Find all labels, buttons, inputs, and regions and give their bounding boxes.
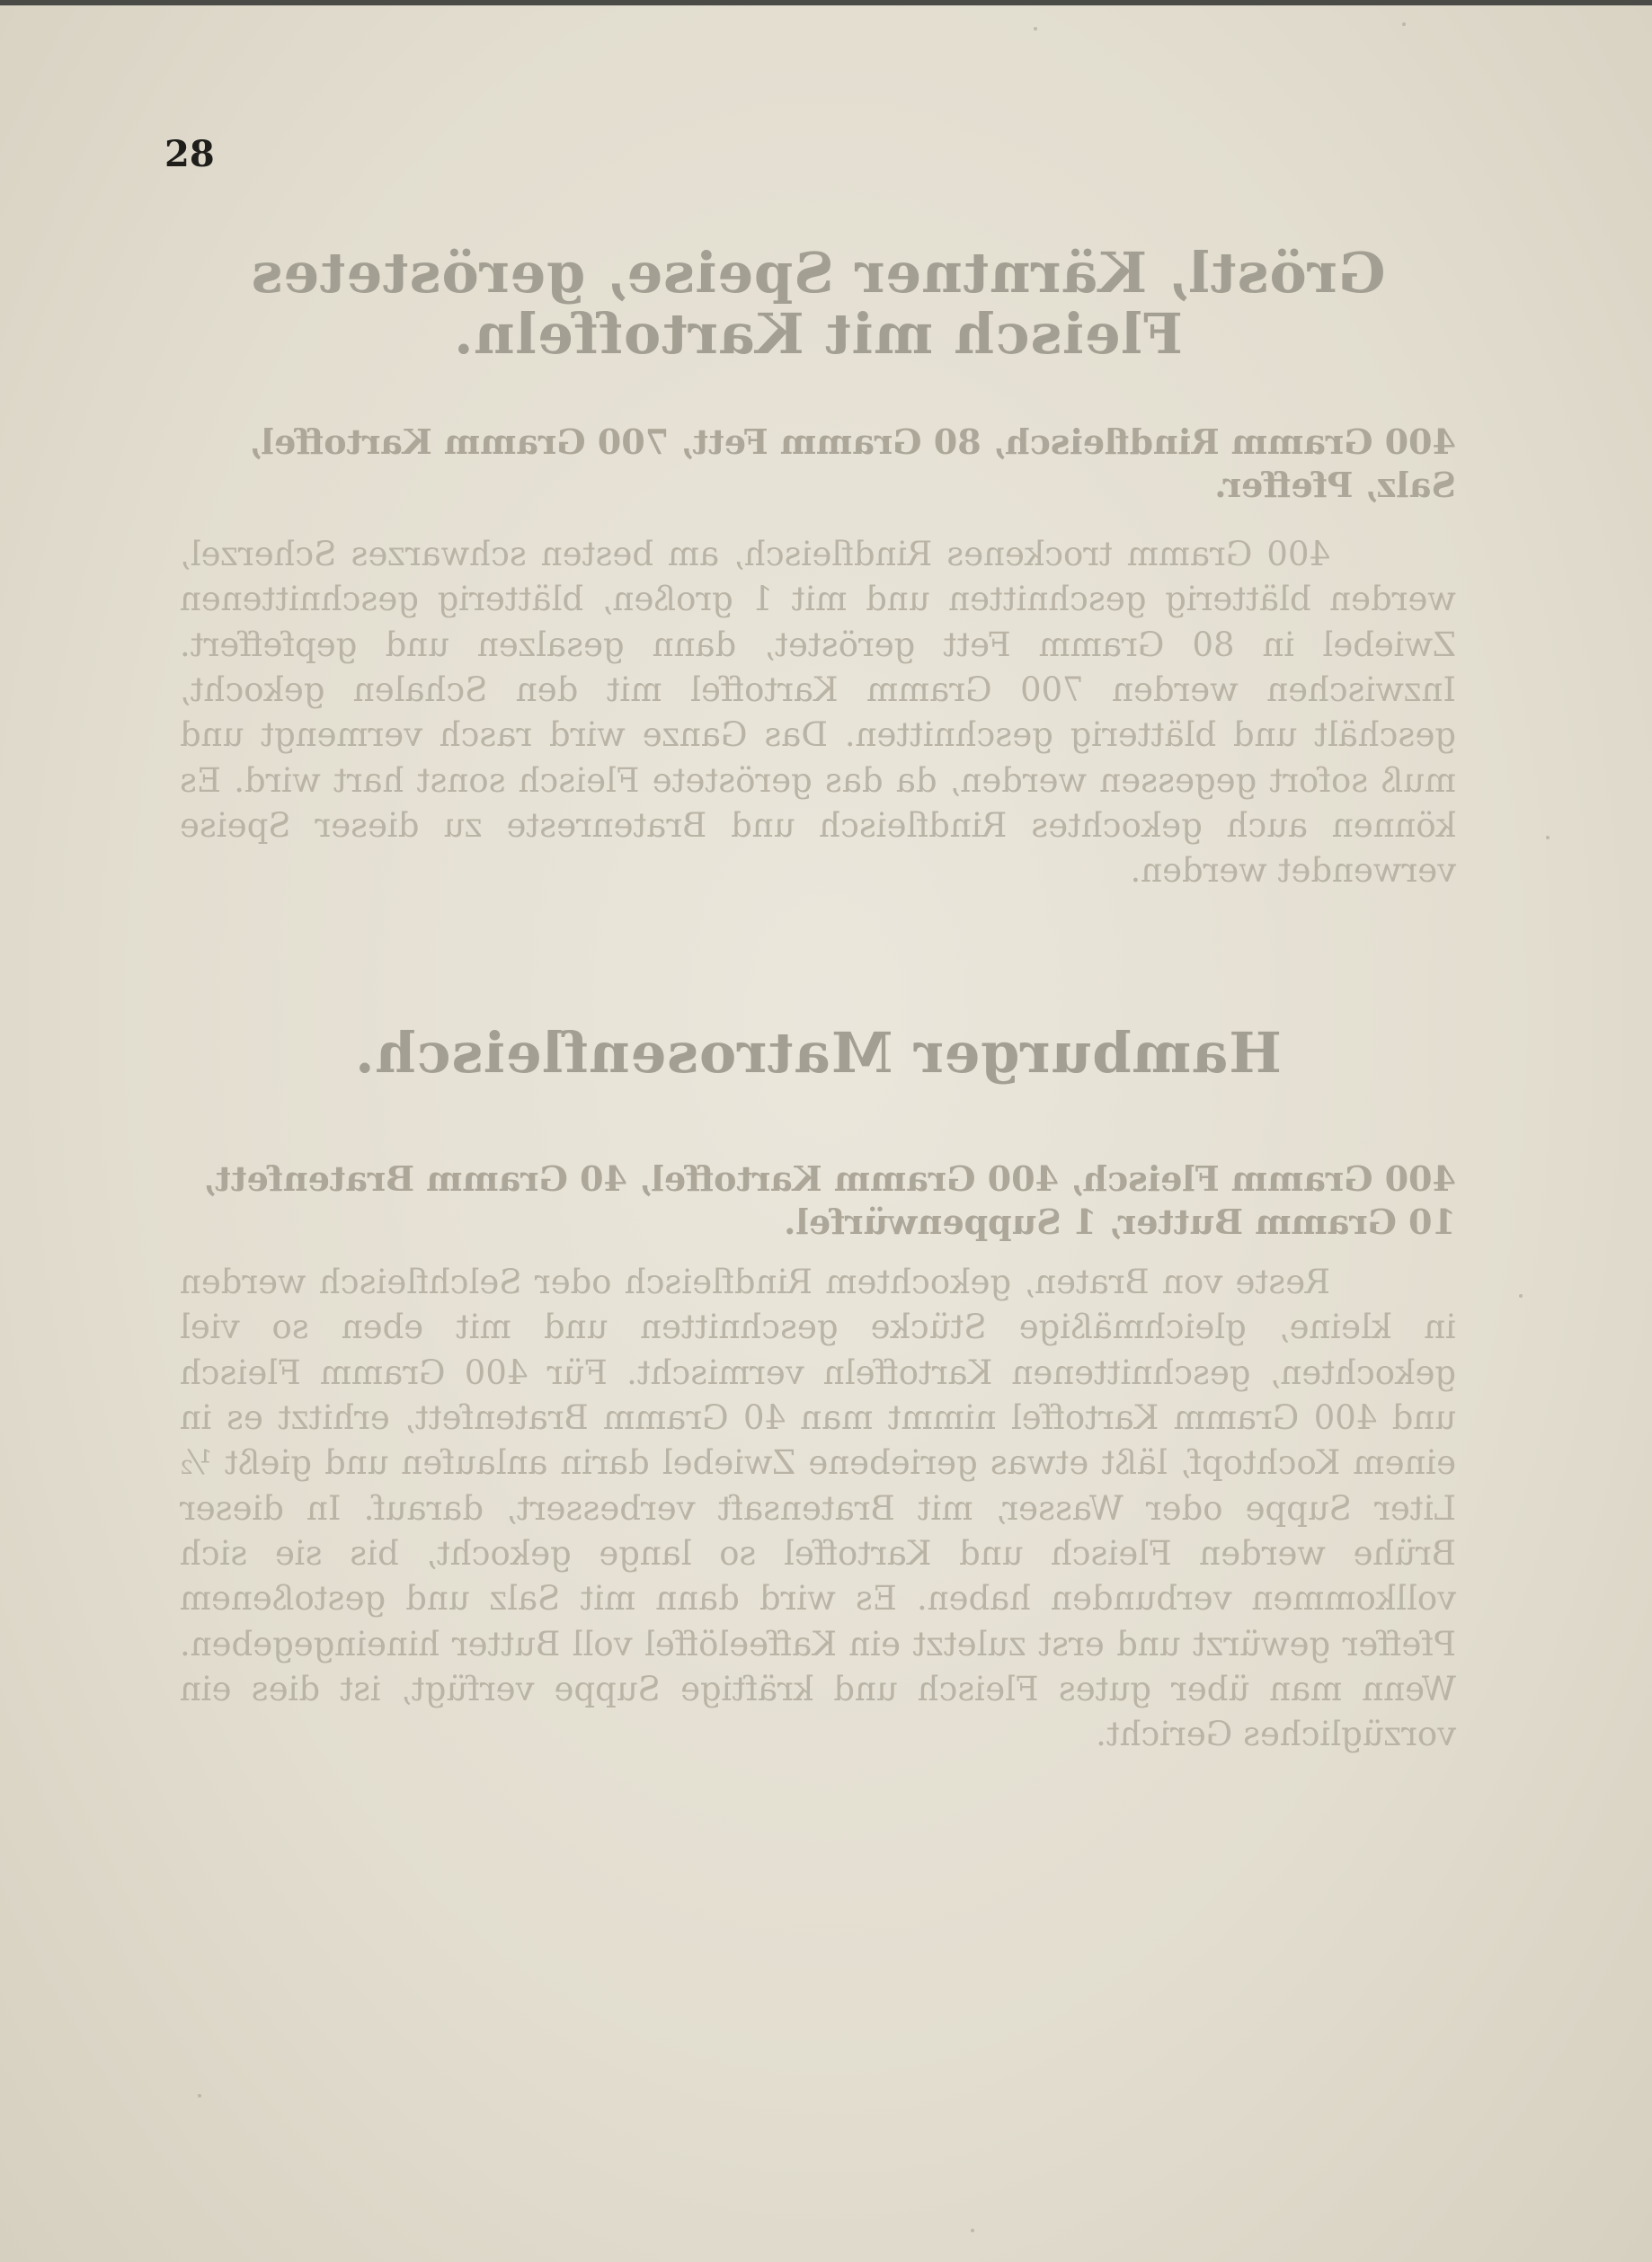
recipe-body-matrosenfleisch: Reste von Braten, gekochtem Rindfleisch oder Selchfleisch werden in kleine, gleichmäßige Stücke geschnitten und mit eben so viel gekochten, geschnittenen Kartoffeln vermischt. Für 400 Gramm Fleisch und 400 Gramm Kartoffel nimmt man 40 Gramm Bratenfett, erhitzt es in einem Kochtopf, läßt etwas geriebene Zwiebel darin anlaufen und gießt ½ Liter Suppe oder Wasser, mit Bratensaft verbessert, darauf. In dieser Brühe werden Fleisch und Kartoffel so lange gekocht, bis sie sich vollkommen verbunden haben. Es wird dann mit Salz und gestoßenem Pfeffer gewürzt und erst zuletzt ein Kaffeelöffel voll Butter hineingegeben. Wenn man über gutes Fleisch und kräftige Suppe verfügt, ist dies ein vorzügliches Gericht. bbox=[180, 1263, 1456, 1754]
paper-speck bbox=[1402, 22, 1406, 26]
page-top-edge bbox=[0, 0, 1652, 5]
page-number: 28 bbox=[164, 133, 215, 175]
paper-speck bbox=[971, 2229, 974, 2232]
paper-speck bbox=[1034, 27, 1037, 31]
paper-speck bbox=[198, 2094, 201, 2098]
recipe-ingredients-matrosenfleisch: 400 Gramm Fleisch, 400 Gramm Kartoffel, 40 Gramm Bratenfett, 10 Gramm Butter, 1 Suppenwürfel. bbox=[203, 1158, 1456, 1242]
recipe-body-groestl: 400 Gramm trockenes Rindfleisch, am besten schwarzes Scherzel, werden blätterig geschnitten und mit 1 großen, blätterig geschnittenen Zwiebel in 80 Gramm Fett geröstet, dann gesalzen und gepfeffert. Inzwischen werden 700 Gramm Kartoffel mit den Schalen gekocht, geschält und blätterig geschnitten. Das Ganze wird rasch vermengt und muß sofort gegessen werden, da das geröstete Fleisch sonst hart wird. Es können auch gekochtes Rindfleisch und Bratenreste zu dieser Speise verwendet werden. bbox=[180, 535, 1456, 891]
recipe-title-matrosenfleisch: Hamburger Matrosenfleisch. bbox=[354, 1020, 1282, 1086]
recipe-ingredients-groestl: 400 Gramm Rindfleisch, 80 Gramm Fett, 700 Gramm Kartoffel, Salz, Pfeffer. bbox=[249, 421, 1456, 505]
paper-speck bbox=[1519, 1294, 1523, 1298]
paper-speck bbox=[1546, 836, 1550, 839]
recipe-title-groestl: Gröstl, Kärntner Speise, geröstetes Fleisch mit Kartoffeln. bbox=[250, 240, 1386, 368]
